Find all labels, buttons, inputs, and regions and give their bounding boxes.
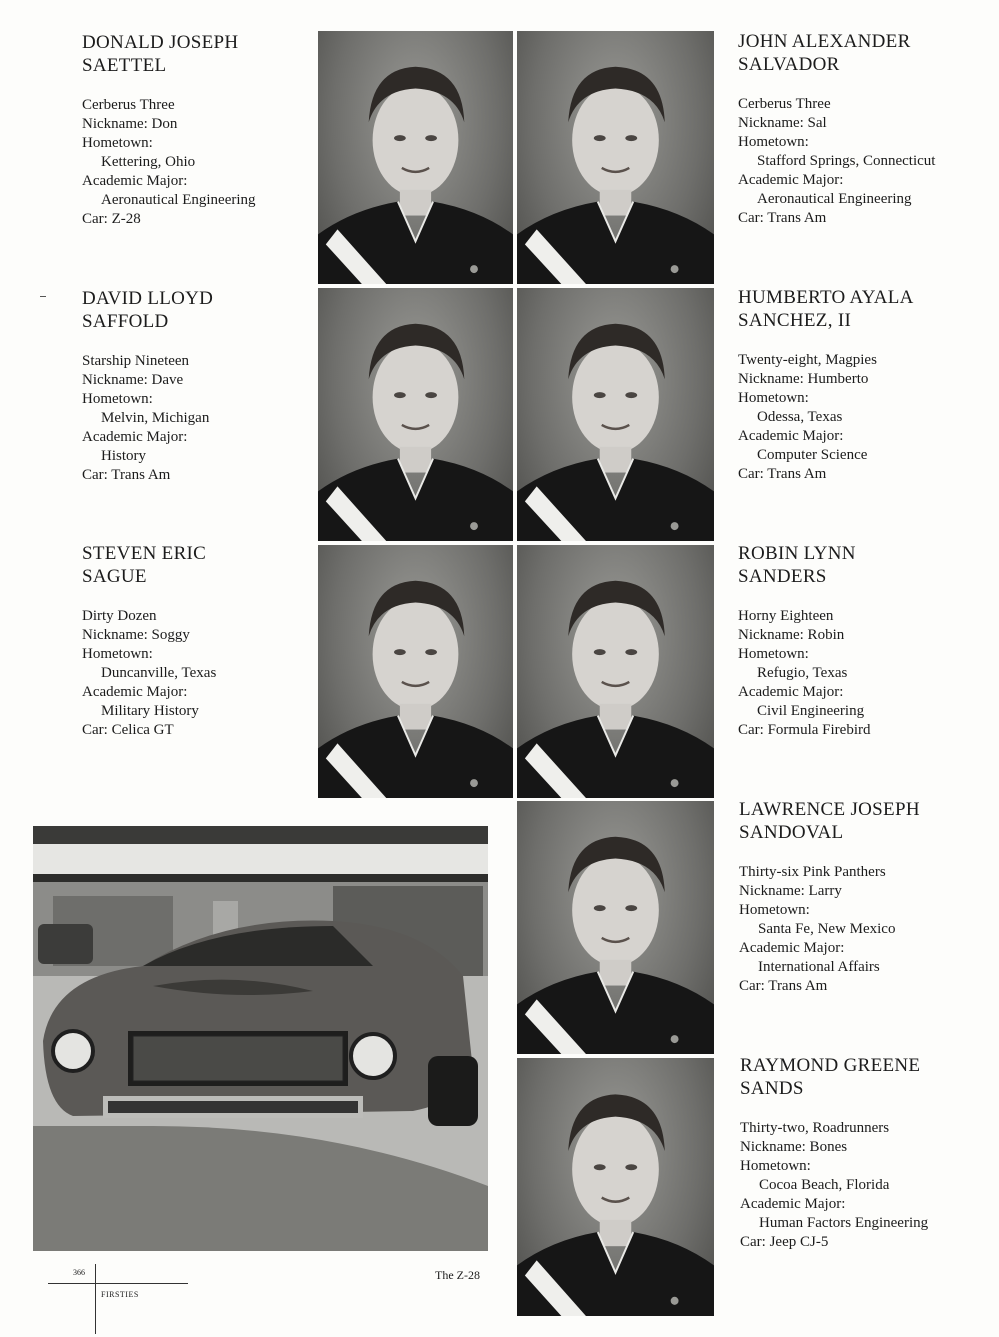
z28-car-photo <box>33 826 488 1251</box>
cadet-bio <box>739 798 989 996</box>
cadet-car: Car: Trans Am <box>82 467 171 483</box>
cadet-major: History <box>101 448 146 464</box>
cadet-portrait <box>318 288 513 541</box>
cadet-portrait <box>318 31 513 284</box>
cadet-hometown: Odessa, Texas <box>757 409 843 425</box>
cadet-nickname: Nickname: Bones <box>740 1139 848 1155</box>
cadet-name: HUMBERTO AYALA SANCHEZ, II <box>738 287 914 331</box>
cadet-hometown: Santa Fe, New Mexico <box>758 921 896 937</box>
major-label: Academic Major: <box>738 428 844 444</box>
cadet-bio <box>82 542 332 740</box>
cadet-nickname: Nickname: Don <box>82 116 178 132</box>
cadet-nickname: Nickname: Sal <box>738 115 827 131</box>
cadet-hometown: Kettering, Ohio <box>101 154 196 170</box>
hometown-label: Hometown: <box>82 391 153 407</box>
cadet-hometown: Refugio, Texas <box>757 665 848 681</box>
cadet-squadron: Thirty-two, Roadrunners <box>740 1120 890 1136</box>
cadet-name: STEVEN ERIC SAGUE <box>82 543 207 587</box>
major-label: Academic Major: <box>740 1196 846 1212</box>
car-caption: The Z-28 <box>435 1268 480 1282</box>
cadet-major: International Affairs <box>758 959 880 975</box>
cadet-bio <box>82 287 332 485</box>
cadet-nickname: Nickname: Dave <box>82 372 184 388</box>
major-label: Academic Major: <box>82 684 188 700</box>
hometown-label: Hometown: <box>82 135 153 151</box>
major-label: Academic Major: <box>738 172 844 188</box>
cadet-squadron: Thirty-six Pink Panthers <box>739 864 886 880</box>
cadet-squadron: Cerberus Three <box>738 96 831 112</box>
cadet-name: RAYMOND GREENE SANDS <box>740 1055 921 1099</box>
cadet-portrait <box>517 31 714 284</box>
hometown-label: Hometown: <box>82 646 153 662</box>
cadet-bio <box>82 31 332 229</box>
cadet-major: Aeronautical Engineering <box>757 191 912 207</box>
cadet-squadron: Cerberus Three <box>82 97 175 113</box>
cadet-nickname: Nickname: Robin <box>738 627 845 643</box>
cadet-bio <box>740 1054 990 1252</box>
cadet-portrait <box>517 288 714 541</box>
cadet-bio <box>738 30 988 228</box>
cadet-car: Car: Jeep CJ-5 <box>740 1234 829 1250</box>
margin-mark <box>40 296 46 297</box>
cadet-bio <box>738 542 988 740</box>
cadet-name: LAWRENCE JOSEPH SANDOVAL <box>739 799 920 843</box>
hometown-label: Hometown: <box>738 646 809 662</box>
cadet-major: Human Factors Engineering <box>759 1215 929 1231</box>
cadet-car: Car: Trans Am <box>738 210 827 226</box>
cadet-portrait <box>517 1058 714 1316</box>
cadet-car: Car: Trans Am <box>738 466 827 482</box>
cadet-portrait <box>318 545 513 798</box>
cadet-major: Aeronautical Engineering <box>101 192 256 208</box>
cadet-hometown: Cocoa Beach, Florida <box>759 1177 890 1193</box>
cadet-hometown: Duncanville, Texas <box>101 665 217 681</box>
major-label: Academic Major: <box>739 940 845 956</box>
cadet-portrait <box>517 545 714 798</box>
hometown-label: Hometown: <box>738 390 809 406</box>
cadet-squadron: Starship Nineteen <box>82 353 190 369</box>
cadet-car: Car: Formula Firebird <box>738 722 871 738</box>
major-label: Academic Major: <box>82 173 188 189</box>
hometown-label: Hometown: <box>740 1158 811 1174</box>
cadet-name: JOHN ALEXANDER SALVADOR <box>738 31 911 75</box>
cadet-hometown: Melvin, Michigan <box>101 410 210 426</box>
cadet-nickname: Nickname: Humberto <box>738 371 869 387</box>
cadet-nickname: Nickname: Larry <box>739 883 842 899</box>
cadet-squadron: Dirty Dozen <box>82 608 157 624</box>
cadet-car: Car: Trans Am <box>739 978 828 994</box>
cadet-portrait <box>517 801 714 1054</box>
section-label: FIRSTIES <box>101 1290 139 1299</box>
page-number: 366 <box>73 1268 85 1277</box>
major-label: Academic Major: <box>738 684 844 700</box>
major-label: Academic Major: <box>82 429 188 445</box>
cadet-name: DONALD JOSEPH SAETTEL <box>82 32 239 76</box>
cadet-name: ROBIN LYNN SANDERS <box>738 543 856 587</box>
cadet-bio <box>738 286 988 484</box>
cadet-major: Computer Science <box>757 447 868 463</box>
cadet-nickname: Nickname: Soggy <box>82 627 190 643</box>
cadet-car: Car: Celica GT <box>82 722 174 738</box>
crop-mark-horizontal <box>48 1283 188 1284</box>
cadet-car: Car: Z-28 <box>82 211 141 227</box>
cadet-major: Civil Engineering <box>757 703 865 719</box>
cadet-hometown: Stafford Springs, Connecticut <box>757 153 936 169</box>
cadet-squadron: Horny Eighteen <box>738 608 834 624</box>
cadet-major: Military History <box>101 703 199 719</box>
crop-mark-vertical <box>95 1264 96 1334</box>
cadet-name: DAVID LLOYD SAFFOLD <box>82 288 214 332</box>
hometown-label: Hometown: <box>738 134 809 150</box>
hometown-label: Hometown: <box>739 902 810 918</box>
cadet-squadron: Twenty-eight, Magpies <box>738 352 877 368</box>
